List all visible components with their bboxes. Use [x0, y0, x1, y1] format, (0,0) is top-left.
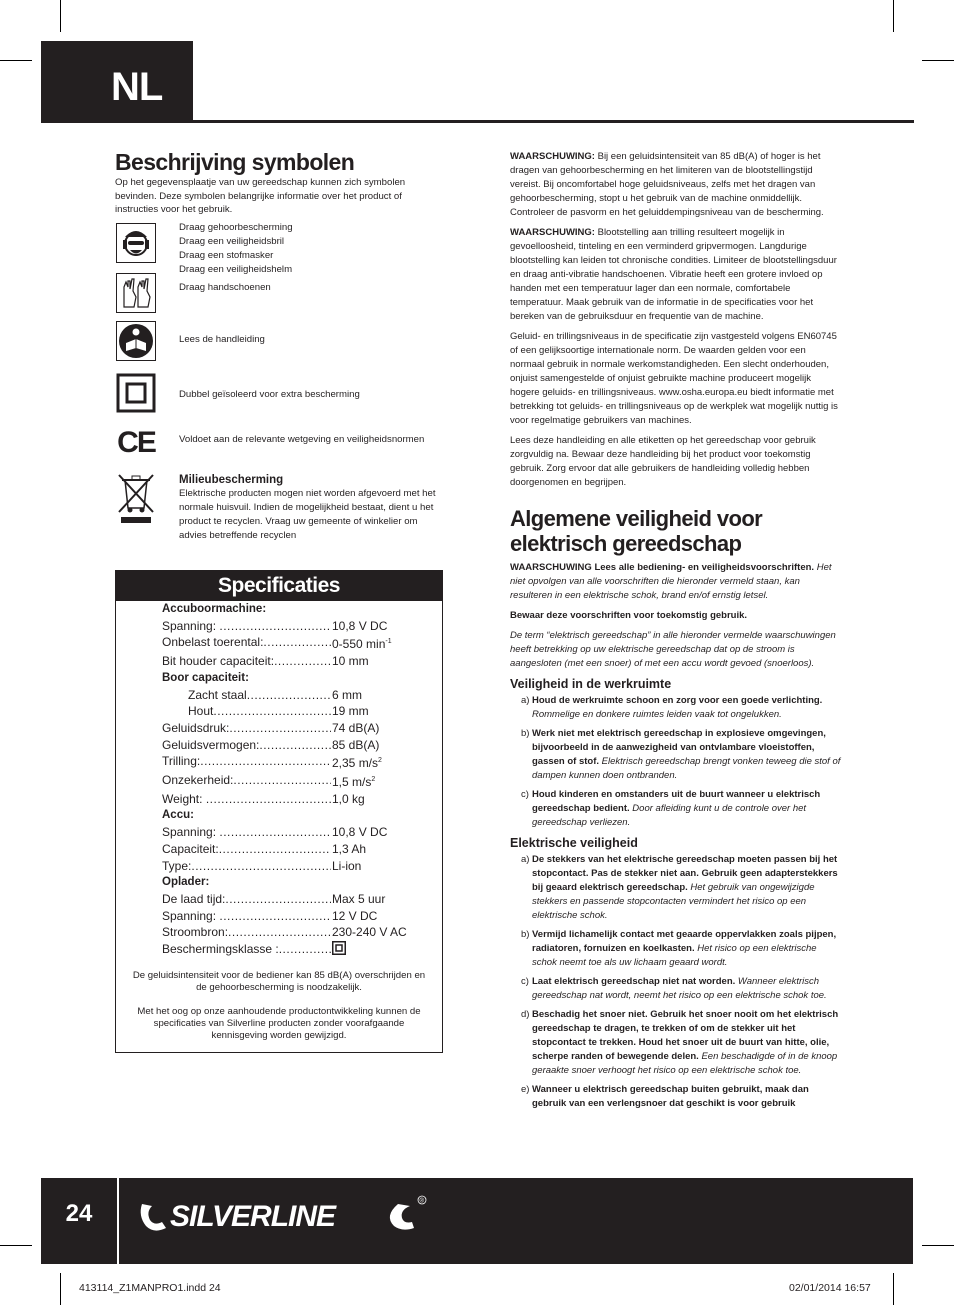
symbol-row-ce — [115, 420, 443, 470]
spec-row: Trilling: ..... 2,35 $m/s^2$ — [162, 753, 442, 772]
spec-note-changes: Met het oog op onze aanhoudende productontwikkeling kunnen de specificaties van Silverline producten zonder voorafgaande kennisgeving worden gewijzigd. — [137, 1005, 421, 1041]
levels-paragraph: Geluid- en trillingsniveaus in de specificatie zijn vastgesteld volgens EN60745 of een gelijksoortige internationale norm. De waarden gelden voor een normaal gebruik in normale werkomstandigheden. Een slecht onderhouden, onjuist samengestelde of onjuist gebruikte machine produceert mogelijk hogere geluids- en trillingsniveaus. www.osha.europa.eu biedt informatie met betrekking tot geluids- en trillingsniveaus op de werkplek wat mogelijk nuttig is voor regelmatige gebruikers van machines. — [510, 331, 838, 426]
list-item: c) Houd kinderen en omstanders uit de buurt wanneer u elektrisch gereedschap bedient. Door afleiding kunt u de controle over het gereedschap verliezen. — [521, 789, 821, 828]
crop-mark — [0, 1245, 32, 1246]
footer-divider — [117, 1178, 119, 1264]
gloves-icon — [115, 272, 157, 314]
symbol-row-weee — [115, 470, 443, 548]
spec-row: Hout ..... 19 mm — [162, 703, 442, 720]
list-item: b) Werk niet met elektrisch gereedschap in explosieve omgevingen, bijvoorbeeld in de aanwezigheid van ontvlambare vloeistoffen, gassen of stof. Elektrisch gereedschap brengt vonken teweeg die stof of dampen kunnen doen ontbranden. — [521, 728, 841, 781]
header-rule — [193, 120, 914, 123]
symbol-text-ppe-3: Draag een stofmasker — [179, 250, 274, 262]
spec-group-machine: Accuboormachine: — [162, 603, 267, 615]
spec-note-noise: De geluidsintensiteit voor de bediener kan 85 dB(A) overschrijden en de gehoorbescherming is noodzakelijk. — [132, 969, 426, 993]
spec-row: Geluidsdruk: ..... 74 dB(A) — [162, 720, 442, 737]
spec-row: Weight: ..... 1,0 kg — [162, 791, 442, 808]
symbol-row-ppe — [115, 222, 443, 276]
spec-row: Stroombron: ..... 230-240 V AC — [162, 924, 442, 941]
noise-warning: WAARSCHUWING: Bij een geluidsintensiteit van 85 dB(A) of hoger is het dragen van gehoorbescherming en het limiteren van de blootstellingstijd vereist. Bij oncomfortabel hoge geluidsniveaus, zelfs met het dragen van gehoorbescherming, stopt u het gebruik van de machine onmiddellijk. Controleer de pasvorm en het geluiddempingsniveau van de bescherming. — [510, 151, 824, 218]
specifications-table — [116, 601, 442, 958]
symbol-text-manual: Lees de handleiding — [179, 334, 265, 346]
specifications-title: Specificaties — [116, 571, 442, 601]
symbol-row-gloves — [115, 270, 443, 318]
list-item: b) Vermijd lichamelijk contact met geaarde oppervlakken zoals pijpen, radiatoren, fornuizen en koelkasten. Het risico op een elektrische schok neemt toe als uw lichaam geaard wordt. — [521, 929, 837, 968]
symbol-text-ppe-4: Draag een veiligheidshelm — [179, 264, 293, 276]
protection-class-icon — [331, 941, 346, 958]
weee-title: Milieubescherming — [179, 474, 284, 487]
crop-mark — [893, 0, 894, 32]
crop-mark — [0, 60, 32, 61]
language-tab — [41, 41, 193, 123]
silverline-logo — [136, 1194, 436, 1243]
slug-date: 02/01/2014 16:57 — [789, 1282, 871, 1294]
footer-bar — [41, 1178, 913, 1264]
read-manual-paragraph: Lees deze handleiding en alle etiketten op het gereedschap voor gebruik zorgvuldig na. Bewaar deze handleiding bij het product voor toekomstig gebruik. Zorg ervoor dat alle gebruikers de handleiding volledig hebben doorgenomen en begrijpen. — [510, 435, 816, 488]
symbols-section — [115, 150, 443, 548]
symbol-text-ce: Voldoet aan de relevante wetgeving en veiligheidsnormen — [179, 434, 425, 446]
spec-row: Bit houder capaciteit: ..... 10 mm — [162, 653, 442, 670]
list-item: a) Houd de werkruimte schoon en zorg voor een goede verlichting. Rommelige en donkere ruimtes leiden vaak tot ongelukken. — [521, 695, 823, 720]
list-item: a) De stekkers van het elektrische gereedschap moeten passen bij het stopcontact. Pas de stekker niet aan. Gebruik geen adapterstekkers bij geaard elektrisch gereedschap. Het gebruik van ongewijzigde stekkers en passende stopcontacten vermindert het risico op een elektrische schok. — [521, 854, 838, 921]
spec-row: Type: ..... Li-ion — [162, 858, 442, 875]
general-warning: WAARSCHUWING Lees alle bediening- en veiligheidsvoorschriften. Het niet opvolgen van alle voorschriften die hieronder vermeld staan, kan resulteren in een elektrische schok, brand en/of ernstig letsel. — [510, 562, 832, 601]
spec-row: Onbelast toerental: ..... 0-550 $\min^{-1}$ — [162, 634, 442, 653]
crop-mark — [922, 1245, 954, 1246]
spec-row: Zacht staal ..... 6 mm — [162, 687, 442, 704]
spec-group-drill: Boor capaciteit: — [162, 671, 249, 684]
spec-row: Spanning: ..... 10,8 V DC — [162, 824, 442, 841]
symbol-row-double-insulated — [115, 370, 443, 420]
spec-row: Spanning: ..... 10,8 V DC — [162, 618, 442, 635]
crop-mark — [893, 1273, 894, 1305]
electrical-safety-title: Elektrische veiligheid — [510, 836, 638, 850]
specifications-box — [115, 570, 443, 1053]
slug-filename: 413114_Z1MANPRO1.indd 24 — [79, 1282, 221, 1294]
spec-row: Onzekerheid: ..... 1,5 $m/s^2$ — [162, 772, 442, 791]
vibration-warning: WAARSCHUWING: Blootstelling aan trilling resulteert mogelijk in gevoelloosheid, tinteling en een verminderd gripvermogen. Langdurige blootstelling kan leiden tot chronische condities. Limiteer de blootstellingsduur en draag anti-vibratie handschoenen. Vibratie heeft een grotere invloed op handen met een temperatuur lager dan een normale, comfortabele temperatuur. Maak gebruik van de informatie in de specificaties voor het bereken van de gebruiksduur en frequentie van de machine. — [510, 227, 837, 322]
list-item: d) Beschadig het snoer niet. Gebruik het snoer nooit om het elektrisch gereedschap te dragen, te trekken of om de stekker uit het stopcontact te trekken. Houd het snoer uit de buurt van hitte, olie, scherpe randen of bewegende delen. Een beschadigde of in de knoop geraakte snoer verhoogt het risico op een elektrische schok toe. — [521, 1009, 839, 1076]
language-label: NL — [111, 65, 163, 109]
weee-bin-icon — [115, 472, 157, 524]
symbol-text-ppe-2: Draag een veiligheidsbril — [179, 236, 285, 248]
brand-wordmark: SILVERLINE — [170, 1200, 336, 1233]
read-manual-icon — [115, 320, 157, 362]
symbol-text-double-insulated: Dubbel geïsoleerd voor extra bescherming — [179, 389, 360, 401]
weee-text: Elektrische producten mogen niet worden afgevoerd met het normale huisvuil. Indien de mogelijkheid bestaat, dient u het product te recyclen. Vraag uw gemeente of winkelier om advies betreffende recyclen — [179, 488, 436, 542]
safety-section — [510, 150, 842, 1116]
keep-instructions: Bewaar deze voorschriften voor toekomstig gebruik. — [510, 610, 748, 621]
work-area-title: Veiligheid in de werkruimte — [510, 677, 672, 691]
spec-row: Beschermingsklasse : ..... — [162, 941, 442, 958]
page-number: 24 — [65, 1200, 93, 1227]
symbols-intro: Op het gegevensplaatje van uw gereedschap kunnen zich symbolen bevinden. Deze symbolen belangrijke informatie over het product of instructies voor het gebruik. — [115, 177, 406, 216]
crop-mark — [922, 60, 954, 61]
spec-row: De laad tijd: ..... Max 5 uur — [162, 891, 442, 908]
symbols-title: Beschrijving symbolen — [115, 149, 355, 175]
list-item: c) Laat elektrisch gereedschap niet nat worden. Wanneer elektrisch gereedschap nat wordt, neemt het risico op een elektrische schok toe. — [521, 976, 827, 1001]
ce-mark-icon: CE — [117, 426, 155, 460]
symbol-row-manual — [115, 318, 443, 370]
spec-row: Capaciteit: ..... 1,3 Ah — [162, 841, 442, 858]
ppe-icon — [115, 222, 157, 264]
list-item: e) Wanneer u elektrisch gereedschap buiten gebruikt, maak dan gebruik van een verlengsnoer dat geschikt is voor gebruik — [521, 1084, 809, 1109]
crop-mark — [60, 0, 61, 32]
symbol-text-gloves: Draag handschoenen — [179, 282, 271, 294]
crop-mark — [60, 1273, 61, 1305]
registered-mark: ® — [419, 1198, 424, 1205]
term-definition: De term “elektrisch gereedschap” in alle hieronder vermelde waarschuwingen heeft betrekking op uw elektrische gereedschap dat op de stroom is aangesloten (met een snoer) of met een accu wordt gevoed (snoerloos). — [510, 630, 836, 669]
symbol-text-ppe-1: Draag gehoorbescherming — [179, 222, 293, 234]
spec-row: Spanning: ..... 12 V DC — [162, 908, 442, 925]
general-safety-title: Algemene veiligheid voor elektrisch gereedschap — [510, 506, 763, 556]
spec-row: Geluidsvermogen: ..... 85 dB(A) — [162, 737, 442, 754]
spec-group-battery: Accu: — [162, 809, 194, 822]
spec-group-charger: Oplader: — [162, 876, 210, 889]
double-insulated-icon — [115, 372, 157, 414]
